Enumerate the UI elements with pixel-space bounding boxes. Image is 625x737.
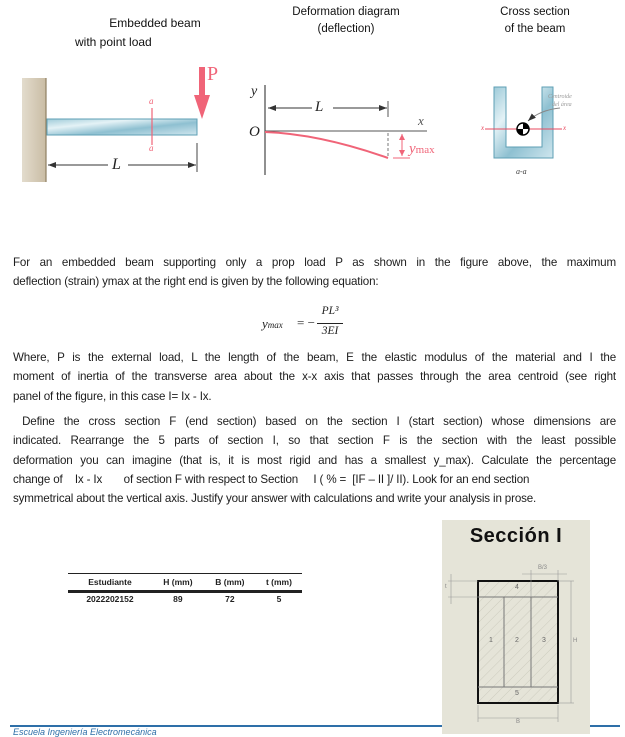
cell-student: 2022202152 [86,594,134,605]
text-line: indicated. Rearrange the 5 parts of section I, so that section F is the section with the least possible [13,434,616,448]
axis-right-label: x [563,124,567,132]
dim-thickness: t [445,584,447,590]
definitions-paragraph [13,348,616,406]
cross-title-line2: of the beam [504,23,566,35]
text-line: moment of inertia of the transverse area about the x-x axis that passes through the area centroid (see right [13,370,616,384]
load-arrow-shaft [199,67,205,97]
table-row [68,592,302,606]
cell-width: 72 [225,594,235,605]
footer-divider-right [590,725,620,727]
deformation-title-line2: (deflection) [317,23,375,35]
load-label: P [207,63,219,85]
section-aa-label: a-a [516,167,527,176]
text-line: deflection (strain) ymax at the right end is given by the following equation: [13,275,379,289]
section-label-top: a [149,96,154,106]
text-line: Where, P is the external load, L the length of the beam, E the elastic modulus of the material and I the [13,351,616,364]
beam-title-line2: with point load [75,35,152,49]
wall [22,78,46,182]
beam [47,119,197,135]
footer-text: Escuela Ingeniería Electromecánica [13,727,157,737]
part-3-label: 3 [542,637,546,644]
beam-figure [0,0,625,200]
col-width: B (mm) [215,577,245,587]
axis-left-label: x [481,124,485,132]
table-header-row [68,574,302,592]
beam-title-line1: Embedded beam [109,16,201,30]
x-axis-label: x [418,113,424,128]
deformation-title-line1: Deformation diagram [292,6,400,18]
section-i-drawing [442,520,590,734]
section-i-panel [442,520,590,734]
col-student: Estudiante [88,577,132,587]
deformation-length-label: L [315,99,324,115]
cell-height: 89 [173,594,183,605]
task-paragraph [13,412,616,508]
cell-thickness: 5 [276,594,282,605]
col-thickness: t (mm) [265,577,292,587]
beam-length-label: L [112,156,121,173]
part-4-label: 4 [515,584,519,591]
text-line: panel of the figure, in this case I= Ix - Ix. [13,389,212,403]
origin-label: O [249,124,260,140]
dim-height: H [573,638,578,644]
part-2-label: 2 [515,637,519,644]
ymax-label: ymax [409,141,435,157]
dim-width: B [516,719,521,725]
dim-b-third: B/3 [538,565,548,571]
centroid-label: Centroide del área [548,94,572,108]
text-line: Define the cross section F (end section) based on the section I (start section) whose dimensions are [13,415,616,428]
y-axis-label: y [251,84,258,99]
dimensions-table [68,573,302,606]
part-1-label: 1 [489,637,493,644]
intro-paragraph [13,253,616,292]
deflection-curve [265,132,388,158]
section-i-title: Sección I [469,525,563,547]
text-line: deformation you can imagine (that is, it is most rigid and has a smallest y_max). Calculate the percentage [13,453,616,467]
col-height: H (mm) [163,577,193,587]
cross-title-line1: Cross section [500,6,570,18]
part-5-label: 5 [515,690,519,697]
section-label-bottom: a [149,143,154,153]
text-line: For an embedded beam supporting only a prop load P as shown in the figure above, the maximum [13,256,616,269]
load-arrow-icon [194,95,210,119]
text-line: change of Ix - Ix of section F with respect to Section I ( % = [IF – II ]/ II). Look for an end section [13,472,530,486]
text-line: symmetrical about the vertical axis. Justify your answer with calculations and write your analysis in prose. [13,492,537,506]
